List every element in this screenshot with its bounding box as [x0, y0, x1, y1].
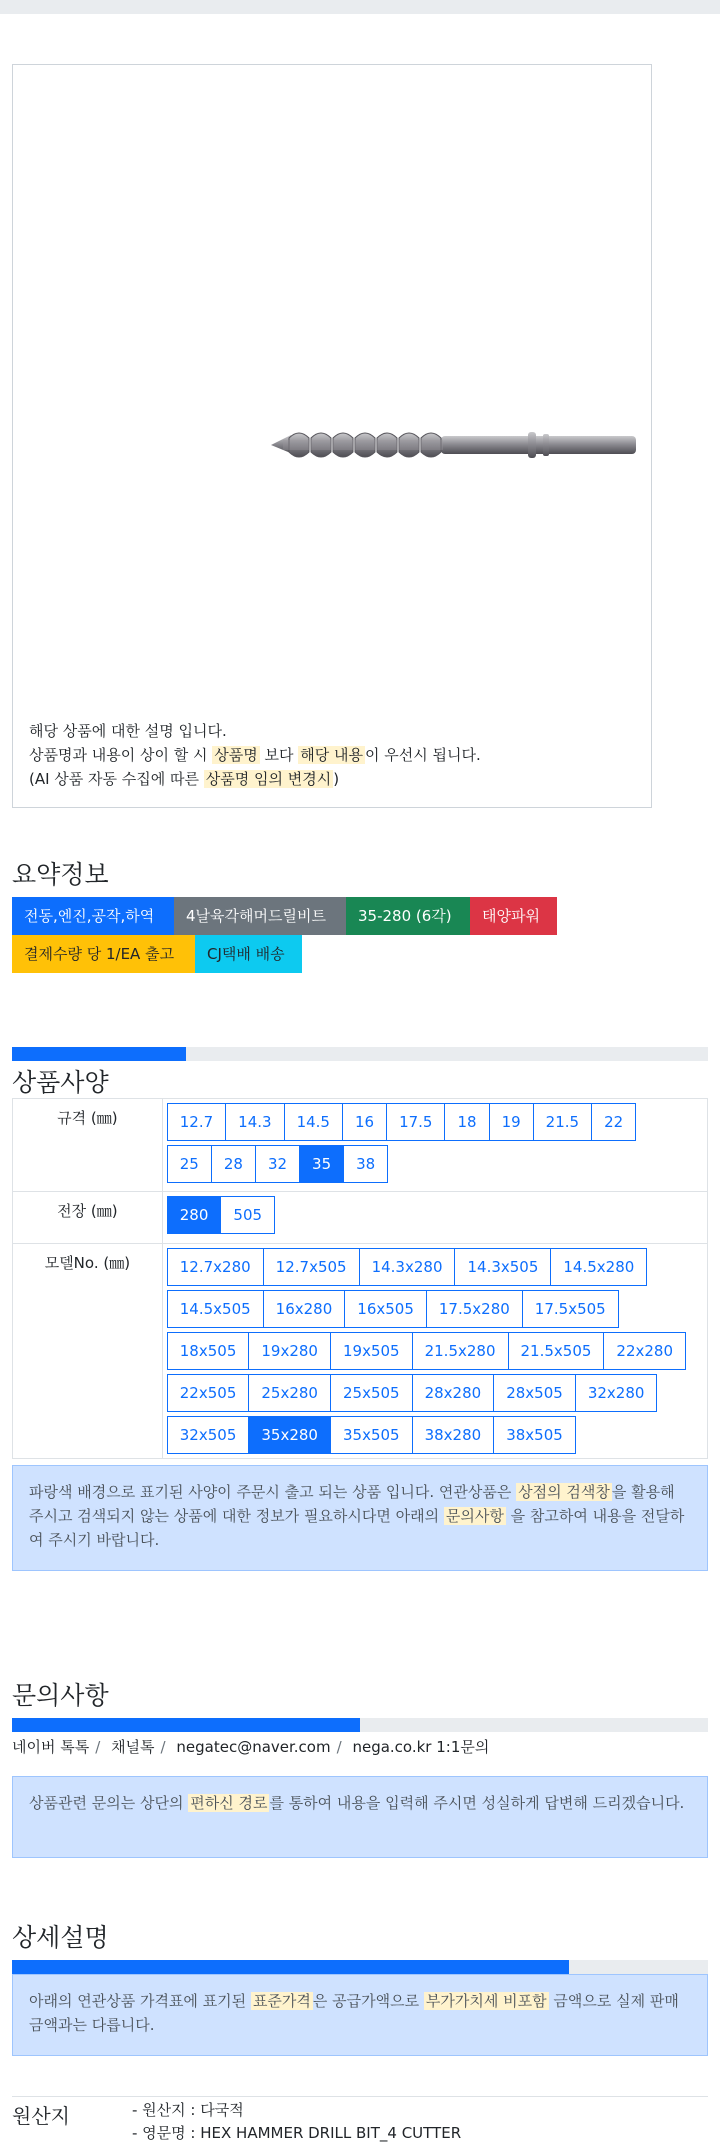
description-line-1: 해당 상품에 대한 설명 입니다.	[29, 722, 227, 740]
spec-option[interactable]: 25x280	[248, 1374, 331, 1412]
origin-title: 원산지	[12, 2104, 70, 2128]
spec-option[interactable]: 14.3x505	[454, 1248, 551, 1286]
spec-option[interactable]: 21.5x505	[508, 1332, 605, 1370]
product-image-box	[12, 64, 652, 808]
spec-option[interactable]: 18	[444, 1103, 489, 1141]
highlight-content: 해당 내용	[300, 746, 363, 764]
origin-divider	[12, 2096, 708, 2097]
highlight-name-change: 상품명 임의 변경시	[205, 770, 332, 788]
inquiry-progress-fill	[12, 1718, 360, 1732]
spec-row-length	[13, 1192, 708, 1244]
spec-label-length: 전장 (㎜)	[13, 1192, 163, 1244]
product-type-badge: 4날육각해머드릴비트	[174, 897, 346, 935]
spec-option[interactable]: 35x280	[248, 1416, 331, 1454]
top-divider	[0, 0, 720, 14]
spec-option[interactable]: 32x505	[167, 1416, 250, 1454]
detail-progress-fill	[12, 1960, 569, 1974]
spec-option[interactable]: 21.5	[533, 1103, 592, 1141]
channel-email[interactable]: negatec@naver.com	[176, 1738, 331, 1756]
spec-option[interactable]: 17.5	[386, 1103, 445, 1141]
spec-option[interactable]: 38	[343, 1145, 388, 1183]
detail-progress-bar	[12, 1960, 708, 1974]
spec-progress-bar	[12, 1047, 708, 1061]
spec-row-size	[13, 1099, 708, 1192]
product-description	[29, 719, 481, 791]
origin-english-name: - 영문명 : HEX HAMMER DRILL BIT_4 CUTTER	[132, 2124, 462, 2142]
spec-options-size	[162, 1099, 707, 1192]
inquiry-progress-bar	[12, 1718, 708, 1732]
highlight-search-box: 상점의 검색창	[518, 1483, 610, 1501]
spec-option[interactable]: 16x280	[263, 1290, 346, 1328]
spec-option[interactable]: 16	[342, 1103, 387, 1141]
spec-option[interactable]: 12.7x505	[263, 1248, 360, 1286]
origin-country: - 원산지 : 다국적	[132, 2101, 244, 2119]
shipping-badge: CJ택배 배송	[195, 935, 302, 973]
channel-talk[interactable]: 채널톡	[111, 1738, 155, 1756]
summary-title: 요약정보	[12, 860, 109, 889]
spec-option[interactable]: 25	[167, 1145, 212, 1183]
channel-naver-talk[interactable]: 네이버 톡톡	[12, 1738, 90, 1756]
drill-bit-image	[263, 420, 643, 470]
spec-option[interactable]: 38x505	[493, 1416, 576, 1454]
model-badge: 35-280 (6각)	[346, 897, 470, 935]
highlight-product-name: 상품명	[214, 746, 258, 764]
spec-option[interactable]: 505	[220, 1196, 275, 1234]
spec-label-model: 모델No. (㎜)	[13, 1244, 163, 1459]
spec-option[interactable]: 38x280	[412, 1416, 495, 1454]
spec-notice: 파랑색 배경으로 표기된 사양이 주문시 출고 되는 상품 입니다. 연관상품은 상점의 검색창 을 활용해 주시고 검색되지 않는 상품에 대한 정보가 필요하시다면 아래의 문의사항 을 참고하여 내용을 전달하여 주시기 바랍니다.	[12, 1465, 708, 1571]
spec-option[interactable]: 14.3	[225, 1103, 284, 1141]
spec-option[interactable]: 14.5	[284, 1103, 343, 1141]
spec-option[interactable]: 32	[255, 1145, 300, 1183]
spec-option[interactable]: 12.7x280	[167, 1248, 264, 1286]
description-line-3: (AI 상품 자동 수집에 따른 상품명 임의 변경시 )	[29, 770, 340, 788]
spec-option[interactable]: 19x280	[248, 1332, 331, 1370]
highlight-inquiry: 문의사항	[445, 1507, 504, 1525]
spec-option[interactable]: 35x505	[330, 1416, 413, 1454]
spec-option[interactable]: 21.5x280	[412, 1332, 509, 1370]
category-badge: 전동,엔진,공작,하역	[12, 897, 174, 935]
spec-label-size: 규격 (㎜)	[13, 1099, 163, 1192]
spec-title: 상품사양	[12, 1068, 109, 1097]
brand-badge: 태양파워	[470, 897, 557, 935]
description-line-2: 상품명과 내용이 상이 할 시 상품명 보다 해당 내용 이 우선시 됩니다.	[29, 746, 481, 764]
spec-option[interactable]: 14.5x505	[167, 1290, 264, 1328]
quantity-badge: 결제수량 당 1/EA 출고	[12, 935, 195, 973]
spec-option[interactable]: 28	[211, 1145, 256, 1183]
spec-option[interactable]: 12.7	[167, 1103, 226, 1141]
spec-option[interactable]: 18x505	[167, 1332, 250, 1370]
highlight-standard-price: 표준가격	[252, 1992, 311, 2010]
spec-option[interactable]: 28x505	[493, 1374, 576, 1412]
spec-option[interactable]: 35	[299, 1145, 344, 1183]
spec-progress-fill	[12, 1047, 186, 1061]
detail-notice: 아래의 연관상품 가격표에 표기된 표준가격 은 공급가액으로 부가가치세 비포함 금액으로 실제 판매금액과는 다릅니다.	[12, 1974, 708, 2056]
spec-option[interactable]: 22	[591, 1103, 636, 1141]
spec-option[interactable]: 19	[489, 1103, 534, 1141]
spec-option[interactable]: 14.3x280	[359, 1248, 456, 1286]
spec-option[interactable]: 16x505	[344, 1290, 427, 1328]
inquiry-notice: 상품관련 문의는 상단의 편하신 경로 를 통하여 내용을 입력해 주시면 성실하게 답변해 드리겠습니다.	[12, 1776, 708, 1858]
spec-option[interactable]: 22x505	[167, 1374, 250, 1412]
highlight-contact-route: 편하신 경로	[190, 1794, 268, 1812]
spec-options-length	[162, 1192, 707, 1244]
spec-row-model	[13, 1244, 708, 1459]
spec-option[interactable]: 280	[167, 1196, 222, 1234]
spec-options-model	[162, 1244, 707, 1459]
spec-option[interactable]: 32x280	[575, 1374, 658, 1412]
spec-option[interactable]: 25x505	[330, 1374, 413, 1412]
spec-option[interactable]: 14.5x280	[550, 1248, 647, 1286]
spec-option[interactable]: 17.5x280	[426, 1290, 523, 1328]
spec-option[interactable]: 28x280	[412, 1374, 495, 1412]
spec-option[interactable]: 22x280	[603, 1332, 686, 1370]
channel-website[interactable]: nega.co.kr 1:1문의	[352, 1738, 490, 1756]
inquiry-channels: 네이버 톡톡 / 채널톡 / negatec@naver.com / nega.co.kr 1:1문의	[12, 1738, 490, 1756]
spec-option[interactable]: 19x505	[330, 1332, 413, 1370]
detail-title: 상세설명	[12, 1923, 109, 1952]
spec-option[interactable]: 17.5x505	[522, 1290, 619, 1328]
highlight-vat-excluded: 부가가치세 비포함	[425, 1992, 547, 2010]
spec-table	[12, 1098, 708, 1459]
inquiry-title: 문의사항	[12, 1681, 109, 1710]
